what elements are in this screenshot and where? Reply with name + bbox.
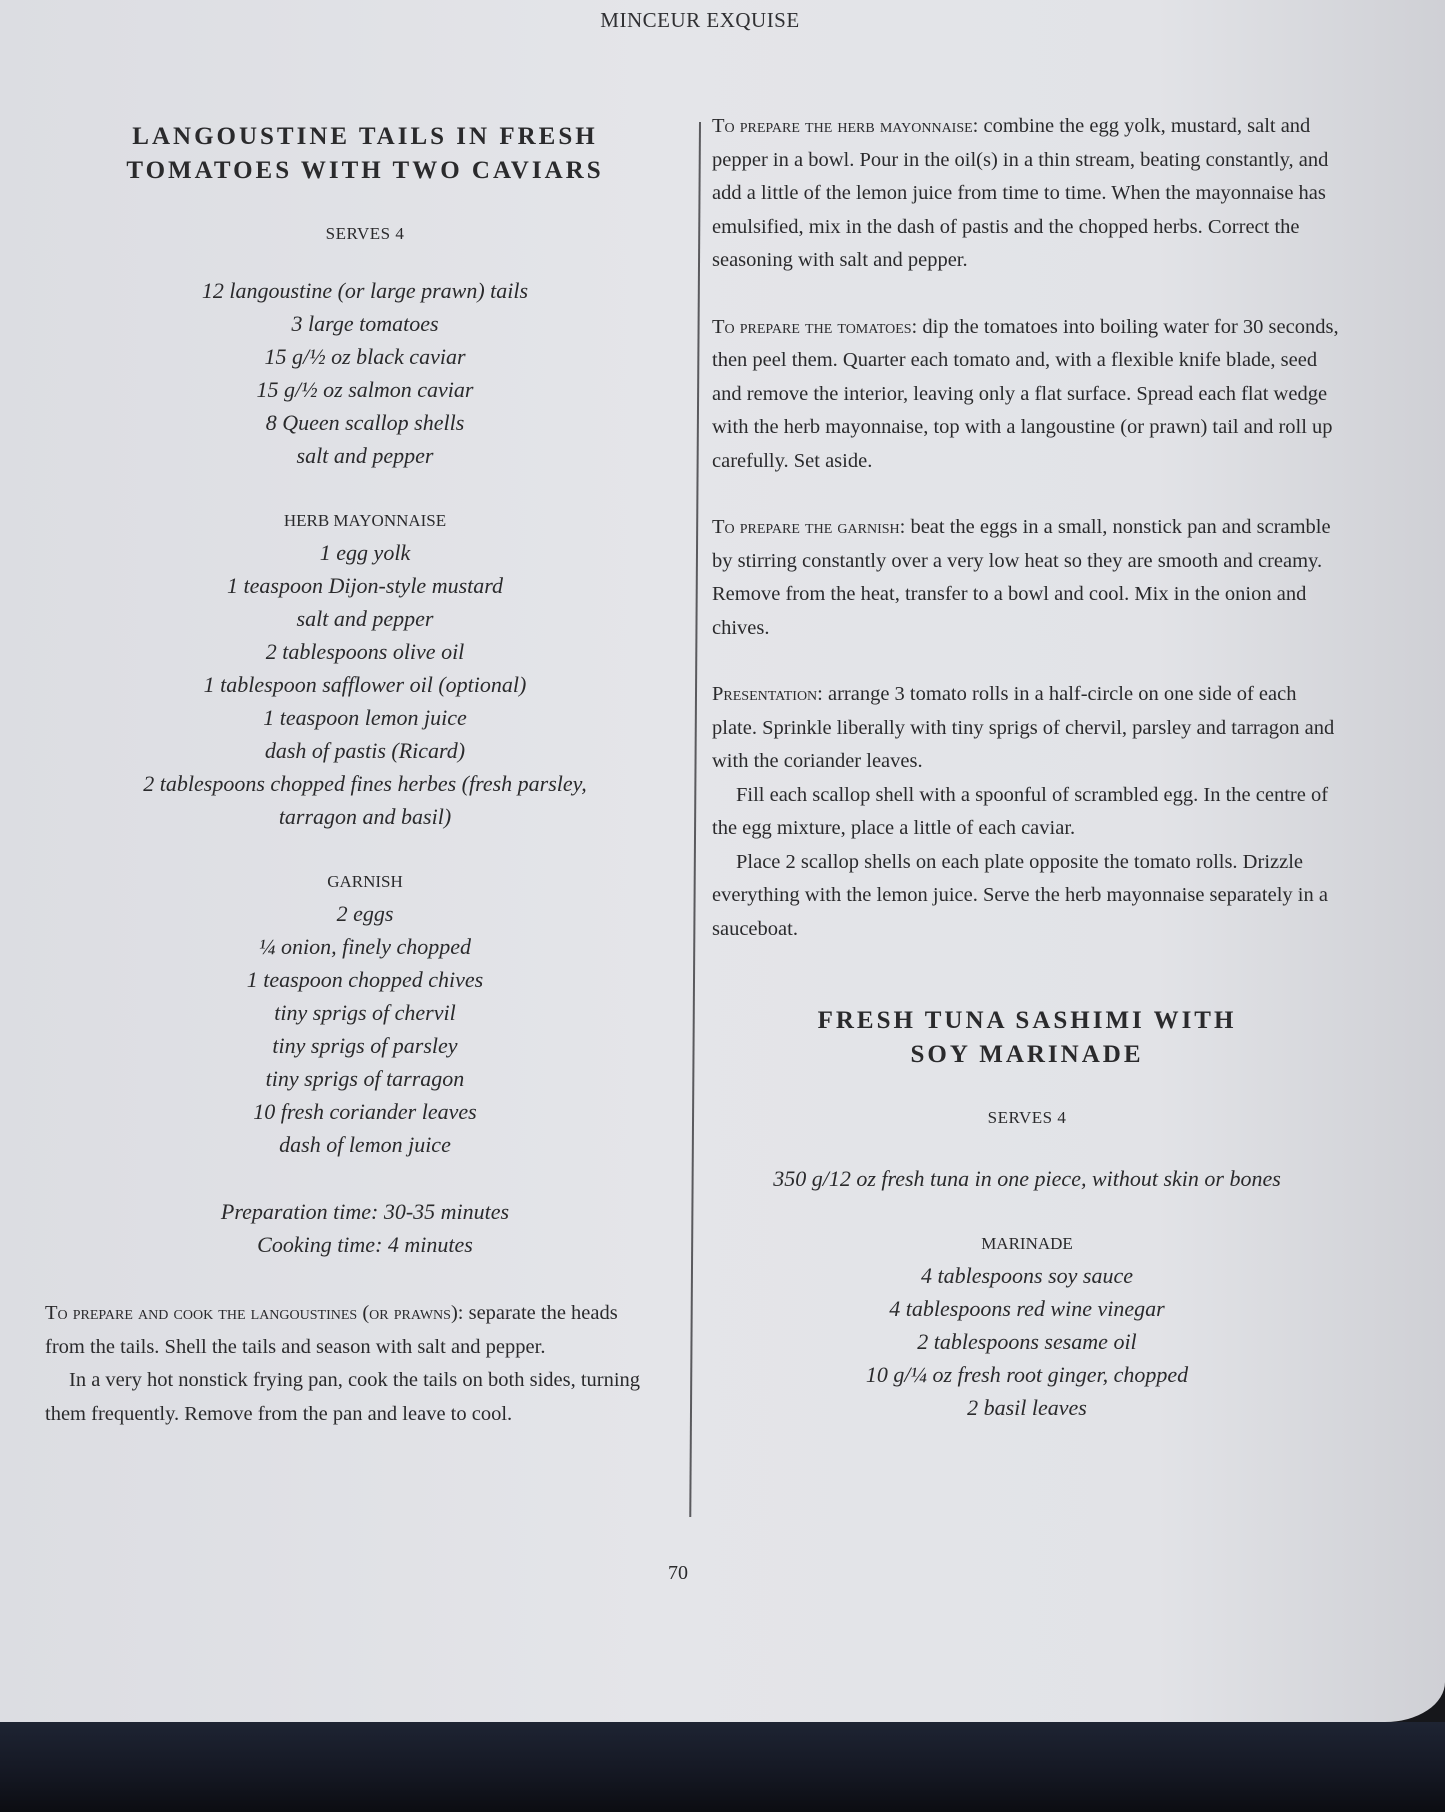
method-lead: Presentation: bbox=[712, 683, 823, 705]
serves-label: SERVES 4 bbox=[987, 1108, 1067, 1127]
ingredient-item: 4 tablespoons red wine vinegar bbox=[889, 1296, 1165, 1321]
ingredient-item: tiny sprigs of chervil bbox=[274, 1000, 456, 1025]
ingredient-item: 10 g/¼ oz fresh root ginger, chopped bbox=[865, 1362, 1189, 1387]
ingredient-item: 8 Queen scallop shells bbox=[265, 410, 465, 435]
marinade-heading: MARINADE bbox=[981, 1234, 1073, 1253]
recipe-title-line-1: LANGOUSTINE TAILS IN FRESH bbox=[132, 123, 598, 150]
ingredient-list bbox=[712, 1162, 1342, 1195]
ingredient-item: 1 teaspoon chopped chives bbox=[246, 967, 484, 992]
recipe-title-line-1: FRESH TUNA SASHIMI WITH bbox=[817, 1007, 1237, 1034]
method-lead: To prepare the tomatoes: bbox=[712, 315, 918, 338]
ingredient-item: 2 basil leaves bbox=[967, 1395, 1087, 1420]
method-text: separate the heads from the tails. Shell the tails and season with salt and pepper. bbox=[45, 1302, 618, 1358]
ingredient-item: 2 eggs bbox=[336, 901, 394, 926]
ingredient-item: 1 teaspoon Dijon-style mustard bbox=[227, 573, 503, 598]
book-cover-edge bbox=[0, 1722, 1445, 1812]
column-divider bbox=[689, 122, 700, 1517]
running-head: MINCEUR EXQUISE bbox=[600, 8, 800, 32]
method-paragraph bbox=[45, 1297, 645, 1364]
ingredient-item: 2 tablespoons sesame oil bbox=[917, 1329, 1137, 1354]
ingredient-list bbox=[45, 274, 685, 472]
garnish-heading: GARNISH bbox=[327, 872, 403, 891]
recipe-title bbox=[712, 1004, 1342, 1072]
method-steps bbox=[712, 110, 1342, 946]
ingredient-item: ¼ onion, finely chopped bbox=[258, 934, 471, 959]
ingredient-item: 15 g/½ oz salmon caviar bbox=[256, 377, 474, 402]
cooking-time: Cooking time: 4 minutes bbox=[257, 1232, 473, 1257]
ingredient-item: tiny sprigs of parsley bbox=[272, 1033, 458, 1058]
preparation-time: Preparation time: 30-35 minutes bbox=[220, 1199, 510, 1224]
method-paragraph bbox=[712, 110, 1342, 278]
ingredient-item: 2 tablespoons olive oil bbox=[265, 639, 465, 664]
ingredient-item: 350 g/12 oz fresh tuna in one piece, without skin or bones bbox=[773, 1166, 1281, 1191]
ingredient-item: 15 g/½ oz black caviar bbox=[264, 344, 466, 369]
marinade-list bbox=[712, 1259, 1342, 1424]
method-paragraph bbox=[712, 678, 1342, 779]
ingredient-item: 10 fresh coriander leaves bbox=[253, 1099, 477, 1124]
method-langoustines bbox=[45, 1297, 645, 1431]
ingredient-item: salt and pepper bbox=[296, 606, 434, 631]
ingredient-item: 3 large tomatoes bbox=[291, 311, 439, 336]
right-column bbox=[712, 110, 1342, 1424]
ingredient-item: 1 tablespoon safflower oil (optional) bbox=[203, 672, 527, 697]
method-paragraph bbox=[712, 311, 1342, 479]
left-column bbox=[45, 120, 685, 1431]
ingredient-item: dash of pastis (Ricard) bbox=[264, 738, 466, 763]
method-text: combine the egg yolk, mustard, salt and pepper in a bowl. Pour in the oil(s) in a thin stream, beating constantly, and add a little of the lemon juice from time to time. When the mayonnaise has emulsified, mix in the dash of pastis and the chopped herbs. Correct the seasoning with salt and pepper. bbox=[712, 115, 1329, 271]
method-text: dip the tomatoes into boiling water for 30 seconds, then peel them. Quarter each tomato and, with a flexible knife blade, seed and remove the interior, leaving only a flat surface. Spread each flat wedge with the herb mayonnaise, top with a langoustine (or prawn) tail and roll up carefully. Set aside. bbox=[712, 315, 1339, 472]
herb-mayonnaise-list bbox=[45, 536, 685, 833]
method-text: arrange 3 tomato rolls in a half-circle on one side of each plate. Sprinkle liberally with tiny sprigs of chervil, parsley and tarragon and with the coriander leaves. bbox=[712, 683, 1335, 772]
method-paragraph: Fill each scallop shell with a spoonful of scrambled egg. In the centre of the egg mixture, place a little of each caviar. bbox=[712, 783, 1329, 839]
ingredient-item: 12 langoustine (or large prawn) tails bbox=[201, 278, 529, 303]
method-lead: To prepare and cook the langoustines (or prawns): bbox=[45, 1302, 464, 1324]
ingredient-item: tiny sprigs of tarragon bbox=[265, 1066, 465, 1091]
ingredient-item: 1 egg yolk bbox=[319, 540, 411, 565]
garnish-list bbox=[45, 897, 685, 1161]
ingredient-item: salt and pepper bbox=[296, 443, 434, 468]
herb-mayonnaise-heading: HERB MAYONNAISE bbox=[283, 511, 447, 530]
ingredient-item: 1 teaspoon lemon juice bbox=[263, 705, 467, 730]
recipe-title-line-2: TOMATOES WITH TWO CAVIARS bbox=[126, 157, 604, 184]
method-text: beat the eggs in a small, nonstick pan and scramble by stirring constantly over a very low heat so they are smooth and creamy. Remove from the heat, transfer to a bowl and cool. Mix in the onion and chives. bbox=[712, 516, 1331, 639]
ingredient-item: tarragon and basil) bbox=[278, 804, 452, 829]
page-number: 70 bbox=[668, 1562, 688, 1584]
timing-block bbox=[45, 1195, 685, 1261]
ingredient-item: 2 tablespoons chopped fines herbes (fresh parsley, bbox=[143, 771, 587, 796]
recipe-title bbox=[45, 120, 685, 188]
ingredient-item: 4 tablespoons soy sauce bbox=[920, 1263, 1134, 1288]
method-lead: To prepare the garnish: bbox=[712, 516, 906, 538]
serves-label: SERVES 4 bbox=[325, 224, 405, 243]
method-lead: To prepare the herb mayonnaise: bbox=[712, 115, 979, 137]
recipe-title-line-2: SOY MARINADE bbox=[910, 1041, 1144, 1068]
method-paragraph: In a very hot nonstick frying pan, cook the tails on both sides, turning them frequently. Remove from the pan and leave to cool. bbox=[45, 1369, 641, 1425]
ingredient-item: dash of lemon juice bbox=[279, 1132, 451, 1157]
method-paragraph: Place 2 scallop shells on each plate opposite the tomato rolls. Drizzle everything with the lemon juice. Serve the herb mayonnaise separately in a sauceboat. bbox=[712, 850, 1328, 940]
method-paragraph bbox=[712, 511, 1342, 645]
